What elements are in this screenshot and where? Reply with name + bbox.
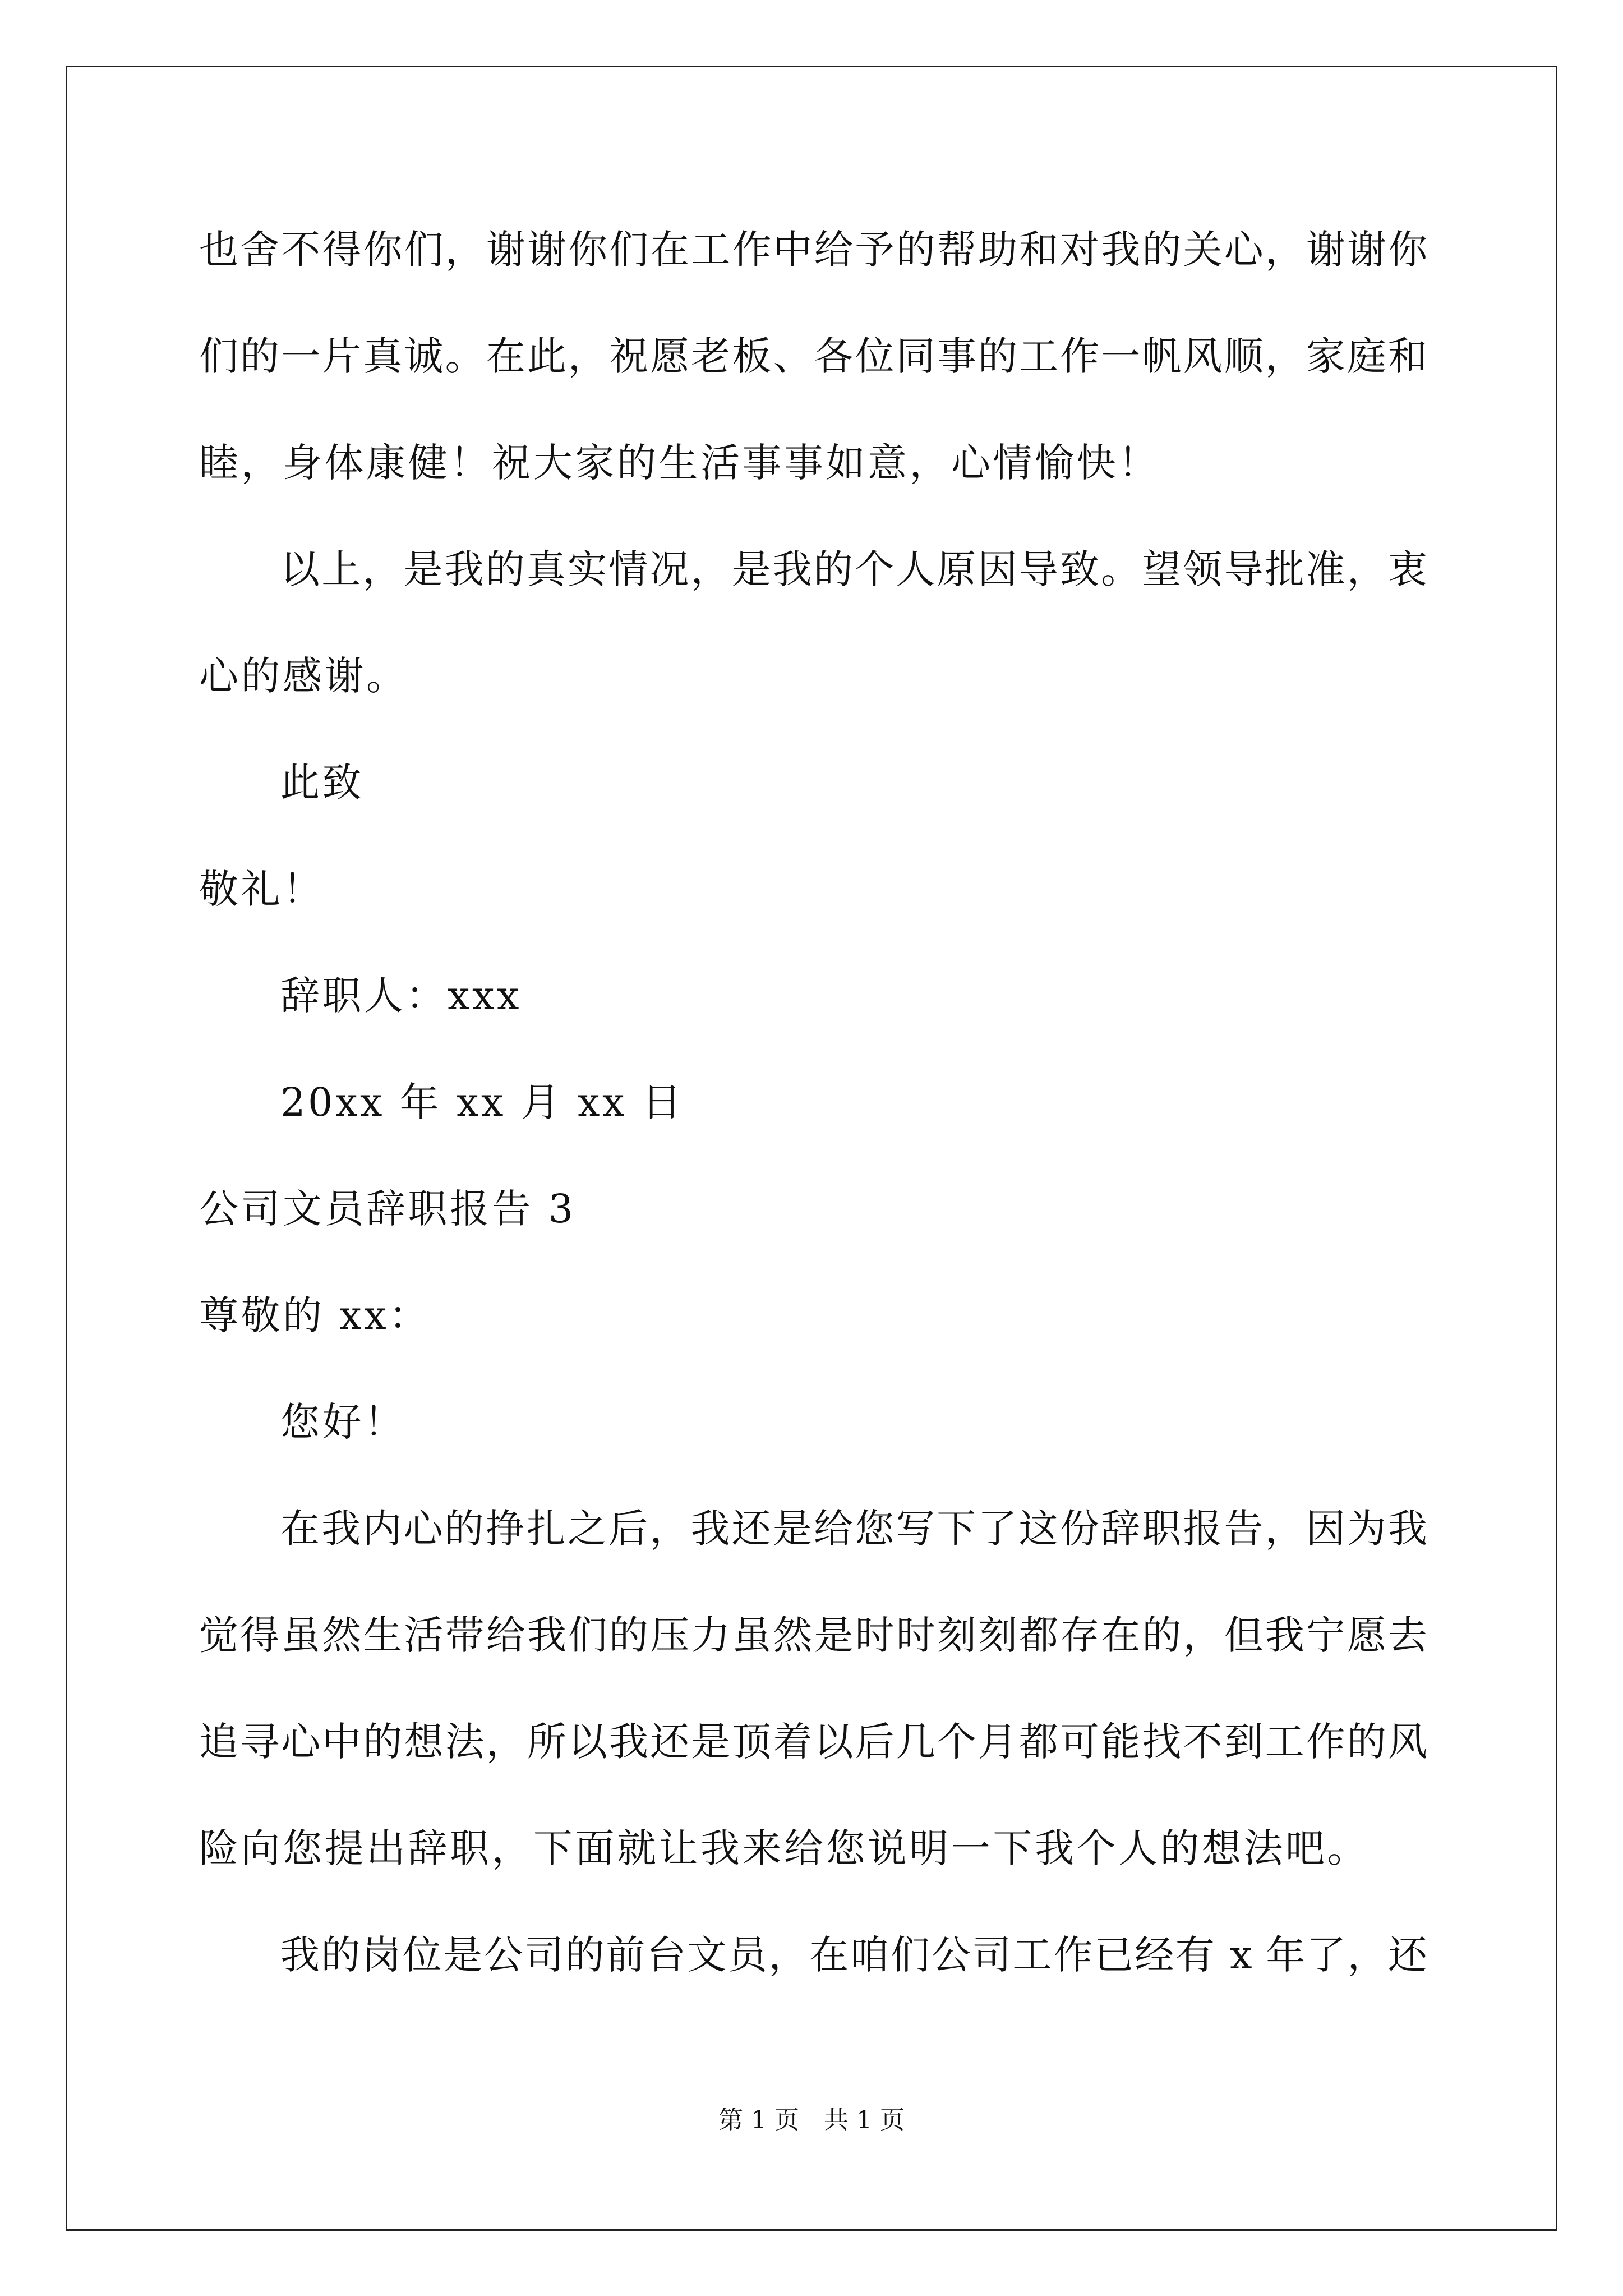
body-line-3: 睦，身体康健！祝大家的生活事事如意，心情愉快！ — [199, 440, 1160, 486]
greeting-recipient: 尊敬的 xx： — [199, 1292, 431, 1338]
body-line-6: 在我内心的挣扎之后，我还是给您写下了这份辞职报告，因为我 — [280, 1506, 1427, 1552]
body-line-5: 心的感谢。 — [199, 653, 408, 699]
closing-respect: 敬礼！ — [199, 866, 325, 912]
page-footer: 第 1 页 共 1 页 — [718, 2106, 905, 2134]
signature-line: 辞职人：xxx — [280, 973, 522, 1019]
section-title: 公司文员辞职报告 3 — [199, 1186, 576, 1232]
body-line-9: 险向您提出辞职，下面就让我来给您说明一下我个人的想法吧。 — [199, 1825, 1369, 1871]
closing-salutation: 此致 — [280, 760, 364, 806]
greeting-hello: 您好！ — [280, 1399, 406, 1445]
body-line-1: 也舍不得你们，谢谢你们在工作中给予的帮助和对我的关心，谢谢你 — [199, 227, 1427, 273]
body-line-10: 我的岗位是公司的前台文员，在咱们公司工作已经有 x 年了，还 — [280, 1932, 1427, 1978]
page-frame — [66, 66, 1557, 2231]
body-line-2: 们的一片真诚。在此，祝愿老板、各位同事的工作一帆风顺，家庭和 — [199, 333, 1427, 379]
body-line-8: 追寻心中的想法，所以我还是顶着以后几个月都可能找不到工作的风 — [199, 1719, 1427, 1765]
body-line-4: 以上，是我的真实情况，是我的个人原因导致。望领导批准，衷 — [280, 546, 1427, 592]
date-line: 20xx 年 xx 月 xx 日 — [280, 1079, 684, 1125]
body-line-7: 觉得虽然生活带给我们的压力虽然是时时刻刻都存在的，但我宁愿去 — [199, 1612, 1427, 1658]
